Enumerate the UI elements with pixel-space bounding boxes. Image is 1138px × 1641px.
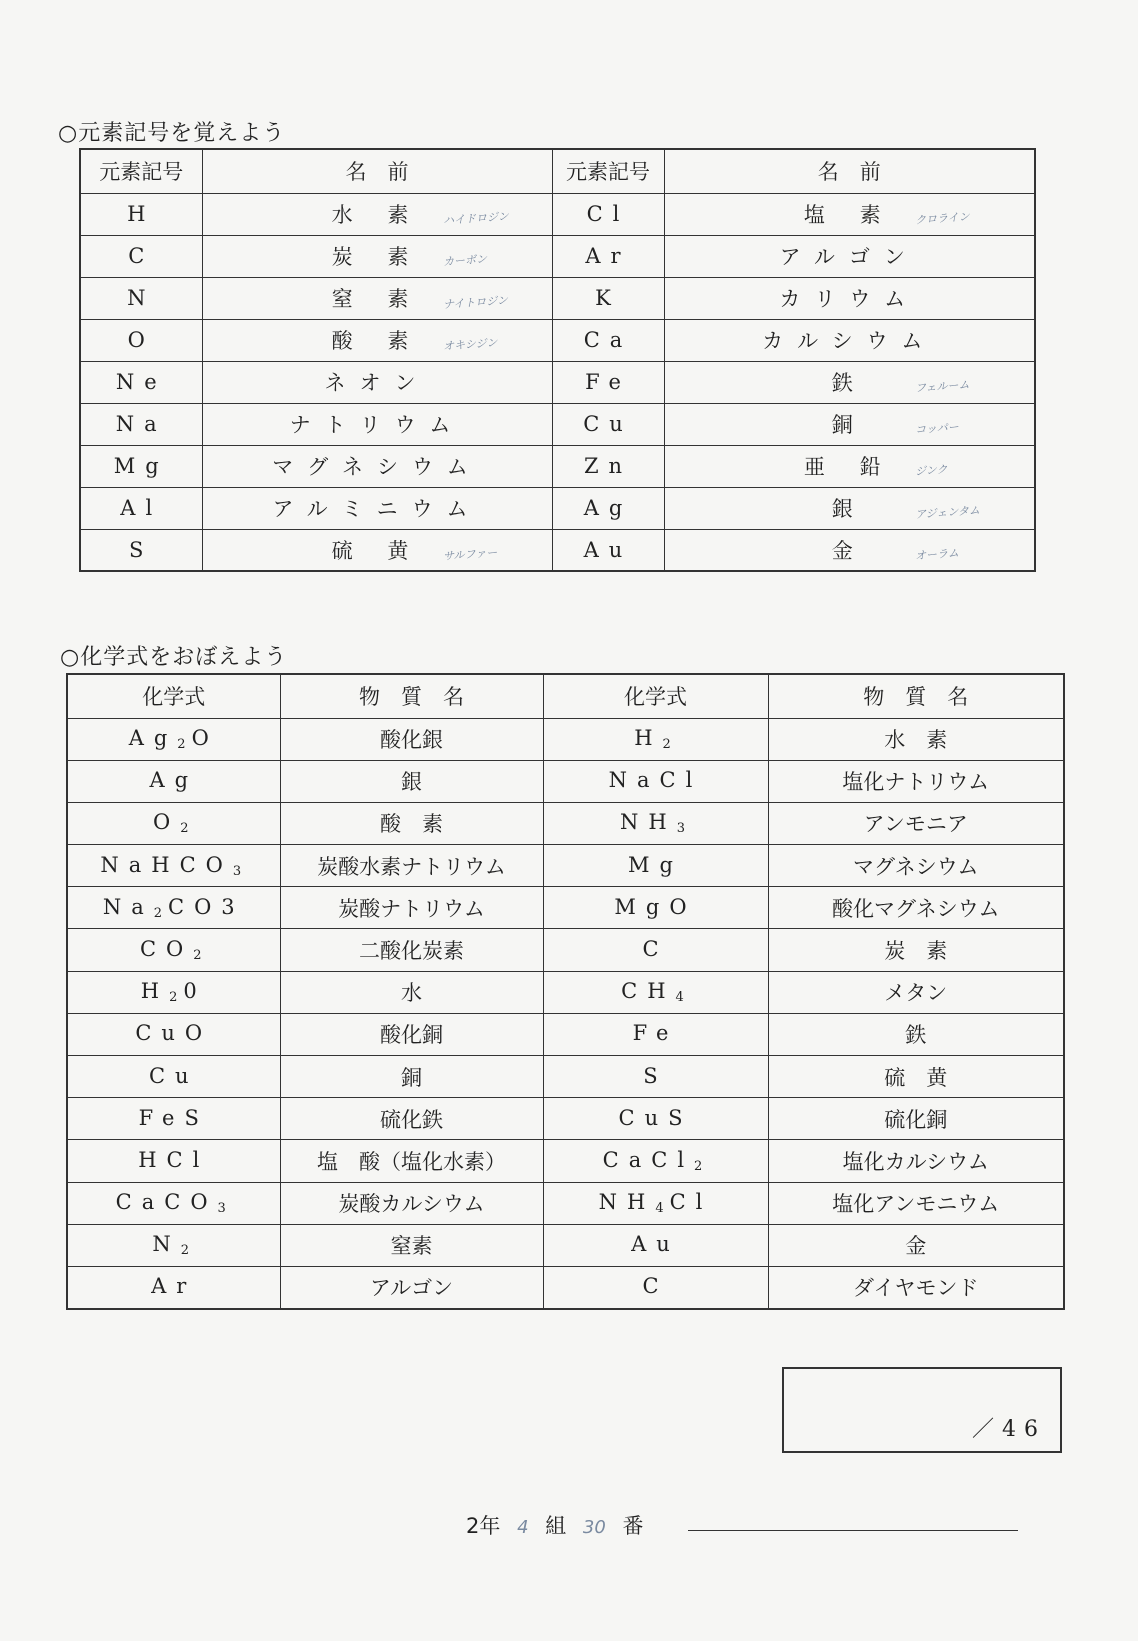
handwritten-reading: ナイトロジン <box>442 293 508 311</box>
substance-cell <box>768 1224 1064 1266</box>
formula-text <box>642 1274 668 1298</box>
name-line <box>688 1530 1018 1531</box>
class-number: 4 <box>517 1517 529 1538</box>
formula-subscript: 3 <box>676 821 691 837</box>
student-info <box>466 1510 643 1540</box>
formula-cell <box>67 718 280 760</box>
substance-cell <box>280 760 543 802</box>
symbol-cell <box>552 403 664 445</box>
substance-cell <box>280 1098 543 1140</box>
formula-part: CuS <box>618 1105 693 1130</box>
symbol-cell <box>80 319 202 361</box>
symbol-cell <box>552 487 664 529</box>
formula-part: S <box>643 1063 668 1088</box>
substance-text: メタン <box>884 981 948 1006</box>
formula-text <box>642 937 668 961</box>
table-row <box>80 403 1035 445</box>
handwritten-reading: フェルーム <box>914 377 970 395</box>
substance-cell <box>280 929 543 971</box>
substance-text: 酸 素 <box>380 812 443 837</box>
formula-cell <box>67 1098 280 1140</box>
formula-part: Ar <box>151 1274 197 1299</box>
formula-part: O <box>191 726 219 751</box>
substance-text: 窒素 <box>390 1234 433 1259</box>
substance-cell <box>280 887 543 929</box>
handwritten-reading: コッパー <box>914 419 959 437</box>
substance-cell <box>280 1224 543 1266</box>
formula-subscript: 2 <box>694 1158 709 1174</box>
table-row <box>67 929 1064 971</box>
formula-text <box>633 1021 679 1045</box>
name-cell <box>202 235 552 277</box>
handwritten-reading: ハイドロジン <box>442 209 509 227</box>
formula-text <box>149 768 198 792</box>
header-formula: 化学式 <box>543 674 768 718</box>
formula-text <box>151 1274 196 1298</box>
symbol-cell <box>80 487 202 529</box>
formula-text <box>149 1064 199 1088</box>
formula-part: CaCl <box>602 1147 695 1172</box>
handwritten-reading: クロライン <box>914 209 970 227</box>
formula-text <box>620 810 691 837</box>
formula-part: FeS <box>138 1105 209 1130</box>
symbol-cell-text: K <box>595 286 621 310</box>
symbol-cell <box>80 235 202 277</box>
symbol-cell-text: C <box>128 244 155 268</box>
name-cell <box>202 529 552 571</box>
section1-title: ○元素記号を覚えよう <box>58 121 286 146</box>
formula-text <box>128 726 219 753</box>
formula-cell <box>543 802 768 844</box>
formula-subscript: 2 <box>180 1243 196 1259</box>
symbol-cell <box>552 193 664 235</box>
substance-cell <box>280 1182 543 1224</box>
symbol-cell-text: Na <box>115 412 167 436</box>
formula-text <box>643 1064 667 1088</box>
name-cell <box>202 277 552 319</box>
name-cell <box>664 529 1035 571</box>
substance-cell <box>280 971 543 1013</box>
formula-part: Ag <box>149 768 199 793</box>
formula-part: O <box>153 810 181 835</box>
formula-cell <box>67 1266 280 1308</box>
formula-subscript: 2 <box>169 990 184 1006</box>
formula-part: CH <box>621 979 676 1004</box>
symbol-cell-text: Zn <box>583 454 633 478</box>
seat-number: 30 <box>582 1517 606 1538</box>
formula-cell <box>543 1266 768 1308</box>
symbol-cell-text: Cl <box>586 202 630 226</box>
symbol-cell-text: Ar <box>585 244 631 268</box>
substance-text: アンモニア <box>863 812 968 837</box>
table-header-row <box>67 674 1064 718</box>
formula-cell <box>543 1098 768 1140</box>
name-cell <box>664 403 1035 445</box>
table-row <box>67 1056 1064 1098</box>
formula-cell <box>543 929 768 971</box>
formula-part: NaHCO <box>100 852 233 877</box>
name-cell <box>202 361 552 403</box>
formula-cell <box>67 1056 280 1098</box>
name-cell-text: カルシウム <box>762 329 937 353</box>
substance-cell <box>768 718 1064 760</box>
formula-cell <box>543 1013 768 1055</box>
name-cell-text: 鉄 <box>831 371 867 395</box>
substance-text: 銅 <box>401 1065 422 1090</box>
formula-cell <box>67 1224 280 1266</box>
substance-cell <box>768 1098 1064 1140</box>
formula-cell <box>67 1013 280 1055</box>
name-cell <box>664 193 1035 235</box>
substance-cell <box>768 1140 1064 1182</box>
formula-subscript: 2 <box>662 737 677 753</box>
formula-part: HCl <box>138 1147 210 1172</box>
substance-text: アルゴン <box>369 1276 454 1301</box>
formula-cell <box>543 1182 768 1224</box>
formula-subscript: 4 <box>675 990 690 1006</box>
element-symbol-table <box>79 148 1036 572</box>
formula-cell <box>67 802 280 844</box>
table-row <box>67 1013 1064 1055</box>
table-row <box>67 1224 1064 1266</box>
name-cell-text: 銅 <box>831 413 867 437</box>
substance-text: 鉄 <box>905 1023 927 1048</box>
formula-text <box>621 979 690 1006</box>
substance-text: 炭酸ナトリウム <box>338 896 485 921</box>
formula-cell <box>543 718 768 760</box>
symbol-cell-text: N <box>127 286 156 310</box>
substance-cell <box>280 1140 543 1182</box>
formula-part: Na <box>102 894 154 919</box>
grade-label: 2年 <box>466 1514 501 1538</box>
formula-subscript: 2 <box>180 821 195 837</box>
name-cell-text: 酸 素 <box>331 329 423 353</box>
formula-text <box>138 1148 209 1172</box>
table-row <box>80 529 1035 571</box>
substance-cell <box>280 802 543 844</box>
name-cell-text: 亜 鉛 <box>803 455 895 479</box>
formula-part: H <box>634 726 663 751</box>
formula-part: MgO <box>614 894 697 919</box>
symbol-cell <box>80 193 202 235</box>
name-cell-text: 水 素 <box>331 203 423 227</box>
formula-text <box>598 1190 713 1217</box>
table-row <box>67 1182 1064 1224</box>
table-row <box>80 445 1035 487</box>
substance-text: 塩化アンモニウム <box>832 1192 1000 1217</box>
header-symbol: 元素記号 <box>80 149 202 193</box>
formula-cell <box>67 887 280 929</box>
formula-text <box>631 1232 680 1256</box>
table-row <box>80 361 1035 403</box>
substance-text: 銀 <box>401 770 422 795</box>
formula-text <box>139 937 208 964</box>
formula-text <box>628 853 683 877</box>
formula-cell <box>543 971 768 1013</box>
formula-subscript: 2 <box>177 737 192 753</box>
substance-text: マグネシウム <box>852 854 979 879</box>
name-cell-text: マグネシウム <box>272 455 482 479</box>
score-total: ／46 <box>972 1417 1046 1442</box>
formula-cell <box>67 1140 280 1182</box>
substance-text: 炭 素 <box>884 939 948 964</box>
formula-part: 0 <box>183 979 207 1004</box>
name-cell-text: 炭 素 <box>331 245 423 269</box>
formula-text <box>152 1232 196 1259</box>
name-cell <box>202 445 552 487</box>
handwritten-reading: カーボン <box>442 251 487 269</box>
table-row <box>67 802 1064 844</box>
formula-subscript: 3 <box>217 1201 232 1217</box>
substance-cell <box>280 1056 543 1098</box>
formula-text <box>634 726 677 753</box>
formula-text <box>614 895 696 919</box>
header-name: 名 前 <box>664 149 1035 193</box>
formula-text <box>619 1106 693 1130</box>
substance-text: 酸化マグネシウム <box>831 896 1000 921</box>
table-row <box>80 487 1035 529</box>
symbol-cell-text: Mg <box>113 454 169 478</box>
name-cell <box>664 277 1035 319</box>
formula-text <box>139 1106 209 1130</box>
substance-cell <box>768 1056 1064 1098</box>
header-substance: 物 質 名 <box>768 674 1064 718</box>
substance-text: 金 <box>905 1234 927 1259</box>
formula-part: CO3 <box>168 894 245 919</box>
formula-text <box>140 979 207 1006</box>
substance-cell <box>768 1182 1064 1224</box>
formula-cell <box>67 929 280 971</box>
substance-text: 硫化鉄 <box>380 1107 443 1132</box>
substance-cell <box>768 760 1064 802</box>
symbol-cell-text: O <box>127 328 155 352</box>
substance-text: 炭酸カルシウム <box>338 1192 485 1217</box>
substance-cell <box>280 1013 543 1055</box>
table-row <box>67 718 1064 760</box>
formula-text <box>103 895 245 919</box>
symbol-cell <box>552 319 664 361</box>
formula-text <box>100 853 247 877</box>
formula-cell <box>67 845 280 887</box>
symbol-cell-text: Ne <box>115 370 167 394</box>
table-row <box>67 845 1064 887</box>
symbol-cell-text: Cu <box>583 412 633 436</box>
substance-text: ダイヤモンド <box>852 1276 979 1301</box>
formula-cell <box>543 1056 768 1098</box>
table-row <box>80 277 1035 319</box>
name-cell-text: カリウム <box>779 287 920 311</box>
name-cell-text: アルゴン <box>779 245 919 269</box>
substance-text: 二酸化炭素 <box>359 939 464 964</box>
formula-part: C <box>642 1274 669 1299</box>
formula-text <box>603 1148 709 1172</box>
symbol-cell <box>80 277 202 319</box>
header-formula: 化学式 <box>67 674 280 718</box>
substance-text: 塩化カルシウム <box>842 1149 989 1174</box>
formula-subscript: 2 <box>153 905 169 921</box>
name-cell <box>202 193 552 235</box>
handwritten-reading: サルファー <box>442 545 498 563</box>
substance-cell <box>768 971 1064 1013</box>
handwritten-reading: アジェンタム <box>914 503 980 521</box>
formula-cell <box>543 887 768 929</box>
symbol-cell <box>80 529 202 571</box>
name-cell-text: 窒 素 <box>331 287 423 311</box>
symbol-cell <box>80 403 202 445</box>
symbol-cell <box>80 445 202 487</box>
formula-cell <box>543 760 768 802</box>
name-cell-text: 銀 <box>831 497 867 521</box>
symbol-cell-text: Al <box>120 496 163 520</box>
name-cell-text: アルミニウム <box>272 497 482 521</box>
formula-subscript: 4 <box>655 1201 670 1217</box>
formula-part: NH <box>620 810 677 835</box>
formula-part: NH <box>598 1190 656 1215</box>
formula-cell <box>543 845 768 887</box>
formula-cell <box>67 760 280 802</box>
symbol-cell <box>552 277 664 319</box>
name-cell-text: ナトリウム <box>289 413 465 437</box>
substance-cell <box>768 929 1064 971</box>
substance-text: 硫 黄 <box>884 1065 948 1090</box>
formula-part: CaCO <box>115 1190 218 1215</box>
table-row <box>80 319 1035 361</box>
name-cell <box>202 403 552 445</box>
header-substance: 物 質 名 <box>280 674 543 718</box>
formula-part: Cl <box>669 1190 713 1215</box>
substance-cell <box>768 845 1064 887</box>
header-name: 名 前 <box>202 149 552 193</box>
substance-cell <box>280 718 543 760</box>
symbol-cell-text: H <box>127 202 156 226</box>
name-cell <box>664 235 1035 277</box>
section2-title: ○化学式をおぼえよう <box>60 645 288 670</box>
formula-text <box>135 1021 212 1045</box>
formula-part: Cu <box>148 1063 199 1088</box>
formula-part: H <box>140 979 170 1004</box>
table-header-row <box>80 149 1035 193</box>
formula-subscript: 3 <box>232 863 248 879</box>
formula-part: Fe <box>632 1021 679 1046</box>
name-cell-text: 硫 黄 <box>331 538 423 563</box>
table-row <box>67 1266 1064 1308</box>
score-box <box>782 1367 1062 1453</box>
symbol-cell-text: Au <box>583 537 633 562</box>
name-cell-text: ネオン <box>324 371 430 395</box>
formula-cell <box>543 1224 768 1266</box>
substance-cell <box>280 845 543 887</box>
name-cell <box>664 445 1035 487</box>
symbol-cell-text: S <box>129 537 154 562</box>
formula-part: CuO <box>135 1021 213 1046</box>
formula-part: C <box>642 937 669 962</box>
chemical-formula-table <box>66 673 1065 1310</box>
substance-text: 水 素 <box>884 728 948 753</box>
seat-label: 番 <box>622 1514 644 1538</box>
formula-cell <box>543 1140 768 1182</box>
handwritten-reading: オキシジン <box>442 335 498 353</box>
symbol-cell <box>552 235 664 277</box>
symbol-cell <box>552 445 664 487</box>
table-row <box>67 971 1064 1013</box>
formula-part: Ag <box>128 726 178 751</box>
substance-cell <box>768 887 1064 929</box>
substance-text: 酸化銅 <box>380 1023 443 1048</box>
formula-part: CO <box>139 937 194 962</box>
substance-cell <box>280 1266 543 1308</box>
handwritten-reading: ジンク <box>914 462 948 478</box>
formula-part: N <box>152 1232 181 1257</box>
substance-text: 塩化ナトリウム <box>842 770 990 795</box>
substance-text: 水 <box>401 981 422 1006</box>
symbol-cell-text: Fe <box>585 370 631 394</box>
name-cell-text: 金 <box>831 538 867 563</box>
symbol-cell <box>552 529 664 571</box>
class-label: 組 <box>545 1514 567 1538</box>
header-symbol: 元素記号 <box>552 149 664 193</box>
table-row <box>67 760 1064 802</box>
formula-part: Mg <box>628 852 683 877</box>
name-cell <box>664 319 1035 361</box>
substance-text: 塩 酸（塩化水素） <box>317 1149 506 1174</box>
table-row <box>67 1140 1064 1182</box>
substance-cell <box>768 1013 1064 1055</box>
name-cell <box>202 487 552 529</box>
symbol-cell-text: Ca <box>583 328 633 352</box>
substance-text: 酸化銀 <box>380 728 443 753</box>
name-cell <box>664 361 1035 403</box>
name-cell-text: 塩 素 <box>803 203 895 227</box>
table-row <box>80 193 1035 235</box>
formula-subscript: 2 <box>193 948 208 964</box>
formula-text <box>115 1190 232 1217</box>
table-row <box>67 887 1064 929</box>
symbol-cell <box>552 361 664 403</box>
formula-cell <box>67 971 280 1013</box>
name-cell <box>664 487 1035 529</box>
symbol-cell <box>80 361 202 403</box>
handwritten-reading: オーラム <box>914 545 959 563</box>
formula-part: NaCl <box>608 768 703 793</box>
substance-text: 炭酸水素ナトリウム <box>317 854 506 879</box>
formula-text <box>153 810 195 837</box>
substance-text: 硫化銅 <box>884 1107 948 1132</box>
substance-cell <box>768 802 1064 844</box>
substance-cell <box>768 1266 1064 1308</box>
table-row <box>67 1098 1064 1140</box>
formula-text <box>609 768 703 792</box>
formula-cell <box>67 1182 280 1224</box>
table-row <box>80 235 1035 277</box>
formula-part: Au <box>631 1232 680 1257</box>
name-cell <box>202 319 552 361</box>
symbol-cell-text: Ag <box>583 496 633 520</box>
